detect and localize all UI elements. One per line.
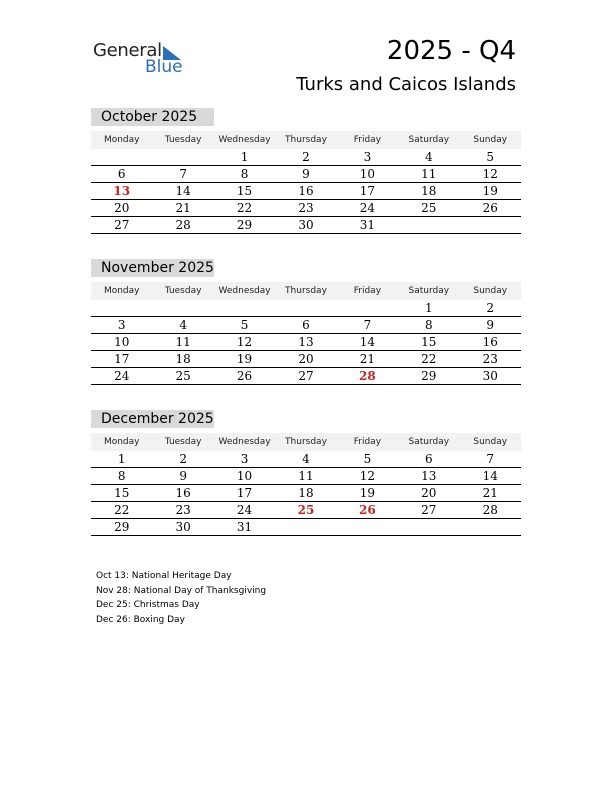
day-cell: 7 — [179, 167, 187, 181]
day-cell: 14 — [175, 184, 191, 198]
day-cell: 18 — [298, 486, 314, 500]
day-cell: 19 — [236, 352, 253, 366]
day-cell: 12 — [359, 469, 376, 483]
day-cell: 26 — [236, 369, 253, 383]
weekday-label: Wednesday — [218, 286, 271, 296]
day-cell: 10 — [114, 335, 130, 349]
day-cell: 6 — [117, 167, 126, 181]
day-cell: 9 — [179, 469, 187, 483]
weekday-header-row — [91, 282, 521, 300]
day-cell: 31 — [236, 520, 253, 534]
weekday-label: Saturday — [408, 437, 450, 447]
country-name: Turks and Caicos Islands — [296, 74, 516, 95]
day-cell: 23 — [175, 503, 191, 517]
week-row — [91, 300, 521, 317]
day-cell: 8 — [425, 318, 433, 332]
day-cell: 26 — [359, 503, 376, 517]
day-cell: 20 — [114, 201, 130, 215]
day-cell — [337, 300, 398, 316]
day-cell: 24 — [236, 503, 253, 517]
day-cell: 13 — [298, 335, 314, 349]
day-cell: 26 — [482, 201, 498, 215]
day-cell — [91, 149, 152, 165]
day-cell: 30 — [298, 218, 314, 232]
day-cell: 2 — [302, 150, 310, 164]
day-cell: 10 — [359, 167, 376, 181]
day-cell: 7 — [486, 452, 495, 466]
day-cell: 29 — [421, 369, 437, 383]
week-row — [91, 451, 521, 468]
month-calendar — [91, 108, 521, 234]
weekday-label: Friday — [353, 437, 382, 447]
weekday-header-row — [91, 131, 521, 149]
weekday-label: Thursday — [285, 135, 327, 145]
day-cell: 16 — [175, 486, 191, 500]
logo — [93, 40, 193, 80]
holiday-note: Dec 26: Boxing Day — [96, 614, 185, 625]
weekday-label: Thursday — [285, 437, 327, 447]
week-row — [91, 519, 521, 536]
day-cell: 29 — [236, 218, 253, 232]
day-cell: 13 — [421, 469, 437, 483]
day-cell: 8 — [240, 167, 249, 181]
weekday-label: Tuesday — [164, 135, 202, 145]
day-cell: 9 — [302, 167, 310, 181]
day-cell: 25 — [297, 503, 315, 517]
day-cell: 25 — [421, 201, 437, 215]
day-cell: 24 — [114, 369, 130, 383]
day-cell: 18 — [421, 184, 437, 198]
day-cell: 29 — [114, 520, 130, 534]
day-cell: 21 — [359, 352, 376, 366]
month-calendar — [91, 410, 521, 536]
week-row — [91, 166, 521, 183]
weekday-label: Saturday — [408, 135, 450, 145]
month-name: December 2025 — [91, 410, 214, 428]
day-cell: 16 — [482, 335, 498, 349]
day-cell: 10 — [236, 469, 253, 483]
day-cell: 5 — [363, 452, 372, 466]
day-cell: 25 — [175, 369, 191, 383]
month-calendar — [91, 259, 521, 385]
day-cell: 19 — [482, 184, 498, 198]
day-cell: 27 — [114, 218, 130, 232]
day-cell: 23 — [482, 352, 498, 366]
day-cell — [337, 519, 398, 535]
week-row — [91, 183, 521, 200]
month-name: November 2025 — [91, 259, 214, 277]
day-cell: 13 — [113, 184, 131, 198]
logo-word-blue: Blue — [145, 57, 183, 77]
weekday-label: Saturday — [408, 286, 450, 296]
day-cell: 17 — [236, 486, 253, 500]
day-cell: 20 — [298, 352, 314, 366]
day-cell: 27 — [421, 503, 437, 517]
weekday-label: Friday — [353, 286, 382, 296]
weekday-label: Tuesday — [164, 286, 202, 296]
day-cell: 28 — [482, 503, 498, 517]
month-name: October 2025 — [91, 108, 214, 126]
day-cell: 11 — [298, 469, 314, 483]
day-cell — [91, 300, 152, 316]
week-row — [91, 351, 521, 368]
day-cell: 23 — [298, 201, 314, 215]
holiday-note: Oct 13: National Heritage Day — [96, 571, 232, 581]
day-cell: 30 — [482, 369, 498, 383]
day-cell: 21 — [482, 486, 498, 500]
week-row — [91, 217, 521, 234]
holiday-notes — [96, 569, 266, 627]
day-cell: 28 — [359, 369, 376, 383]
weekday-label: Thursday — [285, 286, 327, 296]
weekday-label: Wednesday — [218, 437, 271, 447]
day-cell: 4 — [179, 318, 187, 332]
day-cell: 1 — [425, 301, 433, 315]
day-cell: 6 — [302, 318, 310, 332]
holiday-note: Nov 28: National Day of Thanksgiving — [96, 585, 267, 596]
weekday-label: Tuesday — [164, 437, 202, 447]
day-cell: 11 — [421, 167, 437, 181]
day-cell: 19 — [359, 486, 376, 500]
week-row — [91, 317, 521, 334]
day-cell: 14 — [359, 335, 376, 349]
week-row — [91, 334, 521, 351]
day-cell: 17 — [114, 352, 130, 366]
day-cell: 3 — [363, 150, 372, 164]
page-title: 2025 - Q4 — [386, 36, 516, 66]
day-cell: 3 — [240, 452, 249, 466]
day-cell: 27 — [298, 369, 314, 383]
day-cell: 4 — [302, 452, 310, 466]
day-cell: 14 — [482, 469, 498, 483]
day-cell: 9 — [486, 318, 495, 332]
day-cell — [152, 300, 213, 316]
weekday-label: Monday — [103, 135, 140, 145]
weekday-label: Sunday — [473, 286, 508, 296]
week-row — [91, 485, 521, 502]
day-cell — [460, 217, 521, 233]
day-cell: 1 — [240, 150, 249, 164]
weekday-label: Monday — [103, 286, 140, 296]
day-cell: 22 — [236, 201, 253, 215]
day-cell: 22 — [114, 503, 130, 517]
week-row — [91, 200, 521, 217]
day-cell: 3 — [117, 318, 126, 332]
weekday-label: Monday — [103, 437, 140, 447]
day-cell — [460, 519, 521, 535]
day-cell: 30 — [175, 520, 191, 534]
weekday-label: Wednesday — [218, 135, 271, 145]
day-cell: 15 — [421, 335, 437, 349]
day-cell: 11 — [175, 335, 191, 349]
day-cell: 8 — [117, 469, 126, 483]
week-row — [91, 468, 521, 485]
day-cell: 28 — [175, 218, 191, 232]
day-cell: 12 — [236, 335, 253, 349]
day-cell: 21 — [175, 201, 191, 215]
day-cell: 12 — [482, 167, 498, 181]
weekday-label: Sunday — [473, 437, 508, 447]
week-row — [91, 502, 521, 519]
day-cell: 2 — [486, 301, 495, 315]
day-cell: 24 — [359, 201, 376, 215]
weekday-label: Friday — [353, 135, 382, 145]
day-cell: 5 — [486, 150, 495, 164]
day-cell: 2 — [179, 452, 187, 466]
day-cell: 20 — [421, 486, 437, 500]
day-cell — [152, 149, 213, 165]
day-cell: 7 — [363, 318, 372, 332]
day-cell: 4 — [425, 150, 433, 164]
day-cell — [398, 217, 459, 233]
weekday-label: Sunday — [473, 135, 508, 145]
day-cell: 22 — [421, 352, 437, 366]
day-cell: 15 — [114, 486, 130, 500]
day-cell: 17 — [359, 184, 376, 198]
holiday-note: Dec 25: Christmas Day — [96, 600, 200, 610]
day-cell: 5 — [240, 318, 249, 332]
day-cell — [214, 300, 275, 316]
day-cell — [275, 519, 336, 535]
day-cell: 31 — [359, 218, 376, 232]
day-cell: 15 — [236, 184, 253, 198]
weekday-header-row — [91, 433, 521, 451]
day-cell: 1 — [117, 452, 126, 466]
week-row — [91, 368, 521, 385]
day-cell: 18 — [175, 352, 191, 366]
day-cell: 16 — [298, 184, 314, 198]
day-cell: 6 — [425, 452, 433, 466]
logo-word-general: General — [93, 40, 162, 61]
day-cell — [275, 300, 336, 316]
week-row — [91, 149, 521, 166]
day-cell — [398, 519, 459, 535]
